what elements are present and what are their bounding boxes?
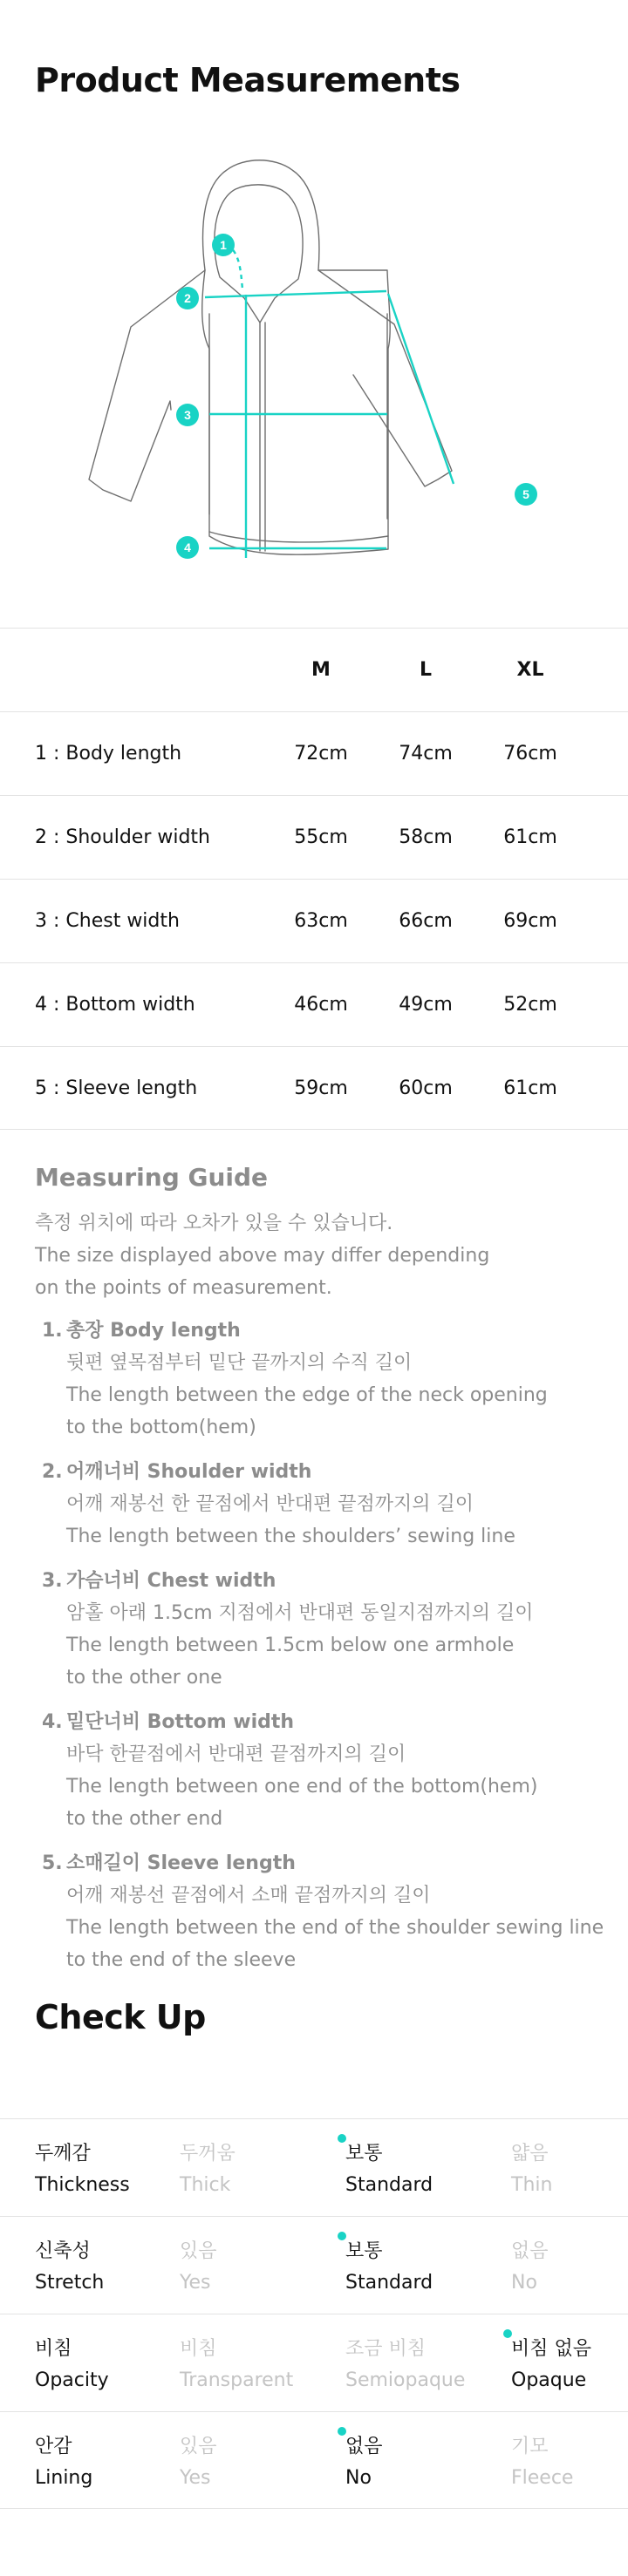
cell-m: 46cm xyxy=(294,994,348,1016)
option-fleece: 기모 Fleece xyxy=(511,2436,574,2489)
cell-xl: 76cm xyxy=(503,743,557,765)
svg-text:1: 1 xyxy=(220,238,227,252)
jacket-measurement-diagram xyxy=(70,148,558,584)
guide-item-number: 4. xyxy=(42,1711,63,1733)
option-yes: 있음 Yes xyxy=(180,2436,217,2489)
option-semiopaque: 조금 비침 Semiopaque xyxy=(345,2338,466,2391)
attribute-label: 안감 Lining xyxy=(35,2436,93,2489)
svg-text:2: 2 xyxy=(184,291,191,305)
guide-item-line: to the other one xyxy=(66,1667,222,1689)
guide-item-title: 어깨너비 Shoulder width xyxy=(66,1461,312,1483)
cell-l: 66cm xyxy=(399,910,453,932)
row-label: 3 : Chest width xyxy=(35,910,180,932)
option-transparent: 비침 Transparent xyxy=(180,2338,294,2391)
attribute-label: 두께감 Thickness xyxy=(35,2143,130,2196)
guide-item-title: 소매길이 Sleeve length xyxy=(66,1852,296,1874)
selected-dot-icon xyxy=(338,2134,346,2143)
svg-text:5: 5 xyxy=(522,487,529,501)
cell-l: 74cm xyxy=(399,743,453,765)
table-row xyxy=(0,795,628,879)
guide-intro-line: 측정 위치에 따라 오차가 있을 수 있습니다. xyxy=(35,1213,393,1234)
guide-item-line: 어깨 재봉선 끝점에서 소매 끝점까지의 길이 xyxy=(66,1885,431,1907)
attribute-label: 신축성 Stretch xyxy=(35,2240,105,2294)
option-yes: 있음 Yes xyxy=(180,2240,217,2294)
checkup-title: Check Up xyxy=(35,1998,206,2036)
guide-item-number: 1. xyxy=(42,1320,63,1342)
page-title: Product Measurements xyxy=(35,61,461,99)
guide-item-line: to the other end xyxy=(66,1808,223,1830)
row-label: 5 : Sleeve length xyxy=(35,1077,198,1099)
cell-m: 59cm xyxy=(294,1077,348,1099)
guide-item-line: The length between the end of the shoulder sewing line xyxy=(66,1917,604,1939)
size-table xyxy=(0,628,628,1130)
cell-l: 49cm xyxy=(399,994,453,1016)
cell-xl: 61cm xyxy=(503,1077,557,1099)
guide-item-number: 5. xyxy=(42,1852,63,1874)
guide-item-line: 어깨 재봉선 한 끝점에서 반대편 끝점까지의 길이 xyxy=(66,1493,474,1515)
cell-m: 72cm xyxy=(294,743,348,765)
table-row xyxy=(0,711,628,795)
guide-item-line: The length between the shoulders’ sewing line xyxy=(66,1526,515,1547)
cell-l: 58cm xyxy=(399,826,453,848)
selected-dot-icon xyxy=(503,2329,512,2338)
size-table-header xyxy=(0,628,628,711)
guide-item-title: 밑단너비 Bottom width xyxy=(66,1711,295,1733)
list-item xyxy=(35,1456,611,1553)
selected-dot-icon xyxy=(338,2427,346,2436)
cell-xl: 61cm xyxy=(503,826,557,848)
size-header-xl: XL xyxy=(516,659,544,681)
option-no-selected: 없음 No xyxy=(345,2431,383,2494)
selected-dot-icon xyxy=(338,2232,346,2240)
option-thin: 얇음 Thin xyxy=(511,2143,553,2196)
table-row xyxy=(0,962,628,1046)
guide-title: Measuring Guide xyxy=(35,1163,269,1192)
option-standard-selected: 보통 Standard xyxy=(345,2138,433,2201)
guide-item-line: to the bottom(hem) xyxy=(66,1417,256,1438)
list-item xyxy=(35,1315,611,1444)
checkup-row-thickness xyxy=(0,2118,628,2216)
option-opaque-selected: 비침 없음 Opaque xyxy=(511,2334,591,2396)
guide-item-line: The length between one end of the bottom(hem) xyxy=(66,1776,538,1798)
row-label: 1 : Body length xyxy=(35,743,182,765)
guide-item-line: 바닥 한끝점에서 반대편 끝점까지의 길이 xyxy=(66,1743,406,1765)
row-label: 2 : Shoulder width xyxy=(35,826,210,848)
list-item xyxy=(35,1847,611,1976)
attribute-label: 비침 Opacity xyxy=(35,2338,109,2391)
checkup-row-stretch xyxy=(0,2216,628,2314)
guide-item-line: to the end of the sleeve xyxy=(66,1949,297,1971)
size-header-l: L xyxy=(419,659,433,681)
checkup-table xyxy=(0,2118,628,2509)
guide-item-line: 암홀 아래 1.5cm 지점에서 반대편 동일지점까지의 길이 xyxy=(66,1602,534,1624)
measuring-guide xyxy=(35,1163,611,1988)
guide-item-line: 뒷편 옆목점부터 밑단 끝까지의 수직 길이 xyxy=(66,1352,413,1374)
cell-xl: 69cm xyxy=(503,910,557,932)
cell-m: 63cm xyxy=(294,910,348,932)
list-item xyxy=(35,1706,611,1835)
option-no: 없음 No xyxy=(511,2240,549,2294)
guide-list xyxy=(35,1315,611,1976)
cell-xl: 52cm xyxy=(503,994,557,1016)
svg-text:4: 4 xyxy=(184,540,191,554)
guide-item-line: The length between the edge of the neck opening xyxy=(66,1384,548,1406)
guide-intro-line: on the points of measurement. xyxy=(35,1277,332,1299)
option-standard-selected: 보통 Standard xyxy=(345,2236,433,2299)
cell-m: 55cm xyxy=(294,826,348,848)
guide-intro-line: The size displayed above may differ depending xyxy=(35,1245,490,1267)
table-row xyxy=(0,1046,628,1130)
guide-item-number: 3. xyxy=(42,1570,63,1592)
guide-item-line: The length between 1.5cm below one armhole xyxy=(66,1635,515,1656)
cell-l: 60cm xyxy=(399,1077,453,1099)
size-header-m: M xyxy=(311,659,331,681)
svg-text:3: 3 xyxy=(184,408,191,422)
guide-item-number: 2. xyxy=(42,1461,63,1483)
table-row xyxy=(0,879,628,962)
row-label: 4 : Bottom width xyxy=(35,994,195,1016)
list-item xyxy=(35,1565,611,1694)
guide-item-title: 총장 Body length xyxy=(66,1320,241,1342)
checkup-row-opacity xyxy=(0,2314,628,2411)
option-thick: 두꺼움 Thick xyxy=(180,2143,236,2196)
checkup-row-lining xyxy=(0,2411,628,2509)
guide-item-title: 가슴너비 Chest width xyxy=(66,1570,276,1592)
